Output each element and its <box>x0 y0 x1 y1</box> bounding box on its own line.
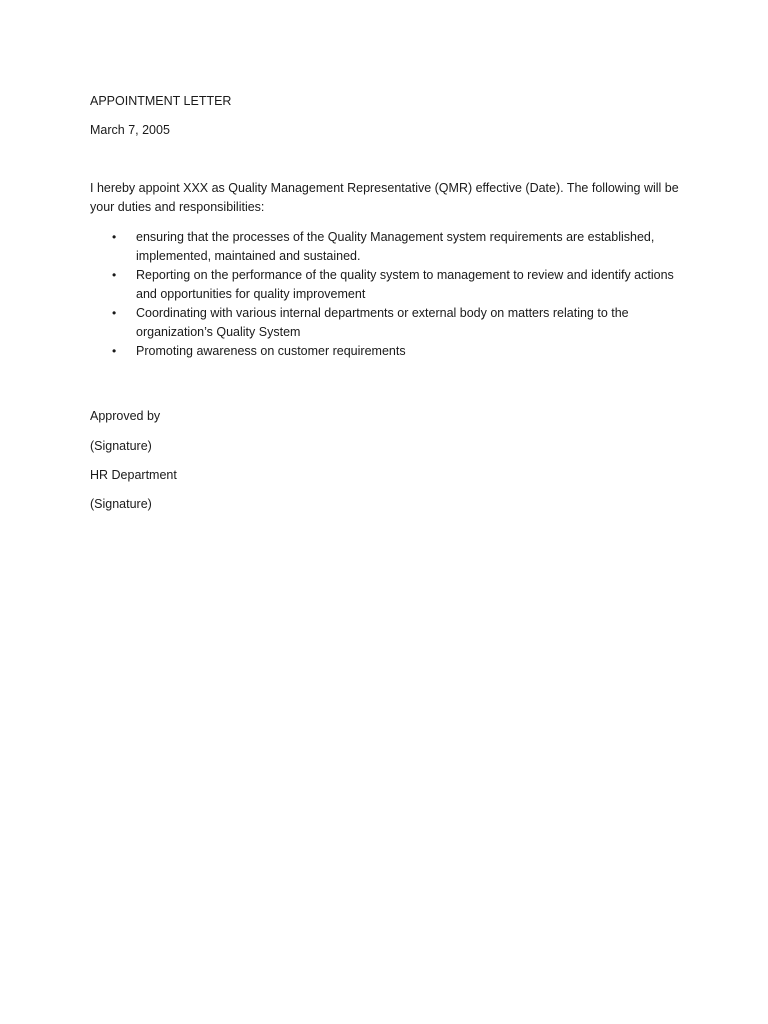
duty-text: ensuring that the processes of the Quality Management system requirements are established, implemented, maintained and sustained. <box>136 230 655 263</box>
bullet-icon: • <box>112 306 117 320</box>
letter-title: APPOINTMENT LETTER <box>90 94 232 108</box>
duty-item <box>90 266 680 304</box>
duty-item <box>90 304 680 342</box>
letter-date: March 7, 2005 <box>90 123 170 137</box>
duty-text: Promoting awareness on customer requirements <box>136 344 406 358</box>
intro-paragraph: I hereby appoint XXX as Quality Management Representative (QMR) effective (Date). The following will be your duties and responsibilities: <box>90 181 679 214</box>
bullet-icon: • <box>112 344 117 358</box>
bullet-icon: • <box>112 230 117 244</box>
duty-text: Coordinating with various internal departments or external body on matters relating to the organization’s Quality System <box>136 306 629 339</box>
duty-item <box>90 342 680 361</box>
duty-item <box>90 228 680 266</box>
signature-placeholder-2: (Signature) <box>90 497 152 511</box>
bullet-icon: • <box>112 268 117 282</box>
signature-placeholder-1: (Signature) <box>90 439 152 453</box>
duty-text: Reporting on the performance of the quality system to management to review and identify actions and opportunities for quality improvement <box>136 268 674 301</box>
approved-by-label: Approved by <box>90 409 161 423</box>
department-label: HR Department <box>90 468 177 482</box>
duties-list <box>90 228 680 361</box>
